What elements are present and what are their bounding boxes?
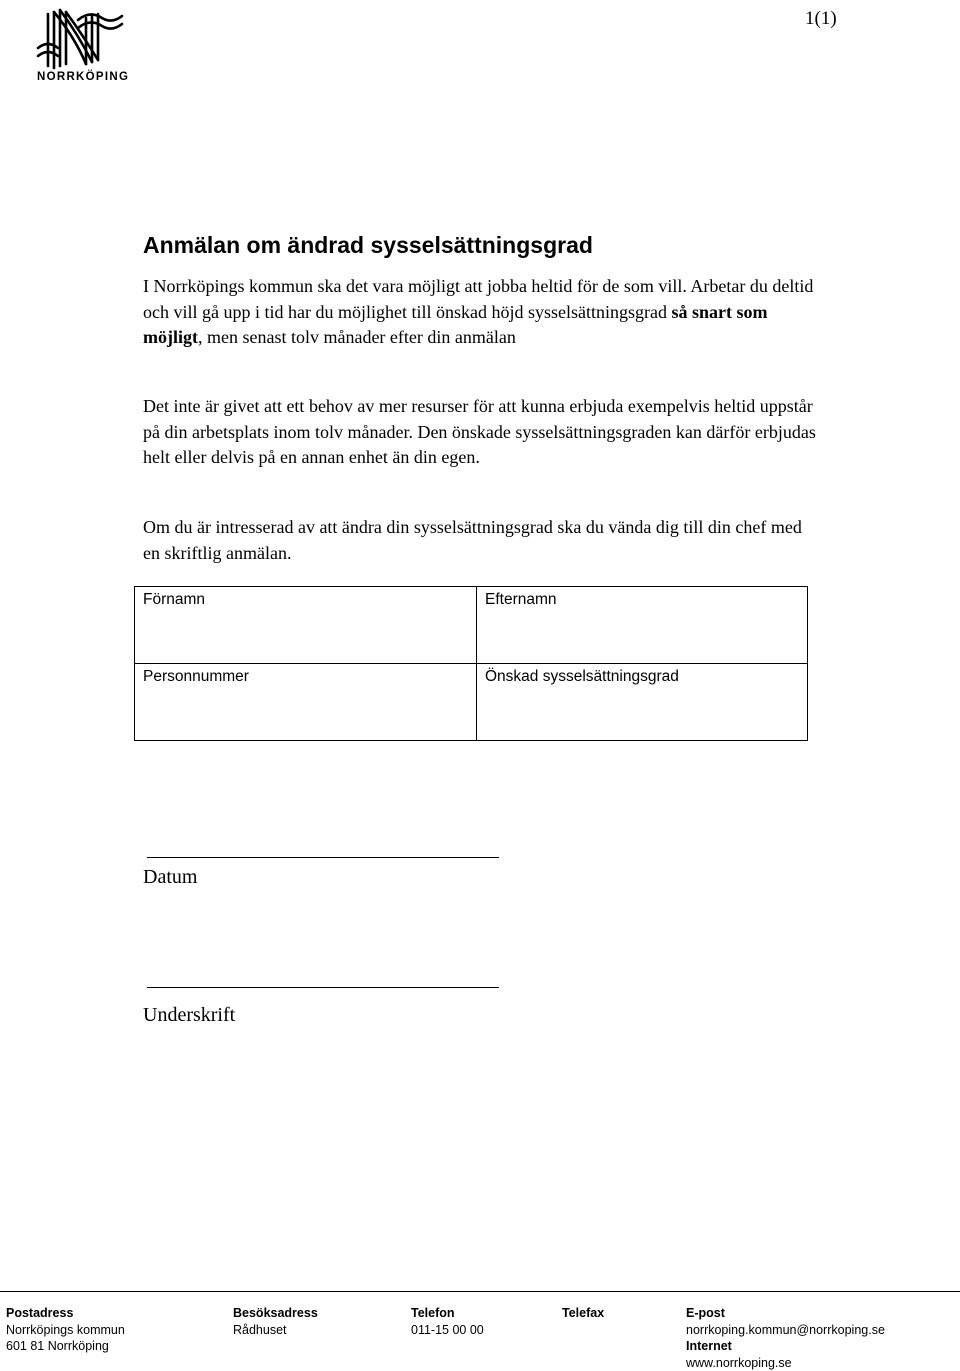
footer-phone	[411, 1305, 484, 1338]
last-name-field[interactable]	[477, 587, 808, 664]
footer-web-link[interactable]: www.norrkoping.se	[686, 1355, 792, 1370]
desired-rate-field[interactable]	[477, 664, 808, 741]
paragraph-intro	[143, 274, 823, 351]
footer-phone-heading: Telefon	[411, 1306, 455, 1320]
paragraph-intro-text-a: I Norrköpings kommun ska det vara möjligt att jobba heltid för de som vill. Arbetar du deltid och vill gå upp i tid har du möjlighet till önskad höjd sysselsättningsgrad	[143, 276, 814, 322]
personal-number-label: Personnummer	[143, 668, 249, 685]
signature-line[interactable]	[147, 987, 499, 988]
first-name-label: Förnamn	[143, 591, 206, 608]
desired-rate-label: Önskad sysselsättningsgrad	[485, 668, 679, 685]
form-table	[134, 586, 808, 741]
last-name-label: Efternamn	[485, 591, 557, 608]
footer-postal-line1: Norrköpings kommun	[6, 1322, 125, 1337]
document-title: Anmälan om ändrad sysselsättningsgrad	[143, 232, 593, 258]
personal-number-field[interactable]	[135, 664, 477, 741]
footer-web-heading: Internet	[686, 1339, 732, 1353]
footer-visit-line1: Rådhuset	[233, 1322, 287, 1337]
paragraph-contact: Om du är intresserad av att ändra din sysselsättningsgrad ska du vända dig till din chef med en skriftlig anmälan.	[143, 517, 802, 563]
date-line[interactable]	[147, 857, 499, 858]
footer-visit	[233, 1305, 318, 1338]
footer-fax-heading: Telefax	[562, 1306, 605, 1320]
footer-postal-heading: Postadress	[6, 1306, 74, 1320]
paragraph-intro-bold: så snart som möjligt	[143, 301, 768, 347]
footer-email-heading: E-post	[686, 1306, 725, 1320]
paragraph-resources: Det inte är givet att ett behov av mer resurser för att kunna erbjuda exempelvis heltid uppstår på din arbetsplats inom tolv månader. Den önskade sysselsättningsgraden kan därför erbjudas helt eller delvis på en annan enhet än din egen.	[143, 396, 816, 467]
footer-divider	[0, 1291, 960, 1292]
first-name-field[interactable]	[135, 587, 477, 664]
footer-phone-value: 011-15 00 00	[411, 1322, 484, 1337]
signature-label: Underskrift	[143, 1004, 236, 1026]
page-number: 1(1)	[805, 8, 837, 29]
footer-email	[686, 1305, 885, 1338]
footer-visit-heading: Besöksadress	[233, 1306, 318, 1320]
logo-text: NORRKÖPING	[37, 71, 130, 83]
footer-postal	[6, 1305, 125, 1355]
date-label: Datum	[143, 866, 198, 888]
footer-web	[686, 1338, 792, 1371]
footer-fax	[562, 1305, 604, 1322]
paragraph-intro-text-b: , men senast tolv månader efter din anmälan	[197, 327, 516, 347]
footer-email-link[interactable]: norrkoping.kommun@norrkoping.se	[686, 1322, 885, 1337]
footer-postal-line2: 601 81 Norrköping	[6, 1339, 109, 1353]
